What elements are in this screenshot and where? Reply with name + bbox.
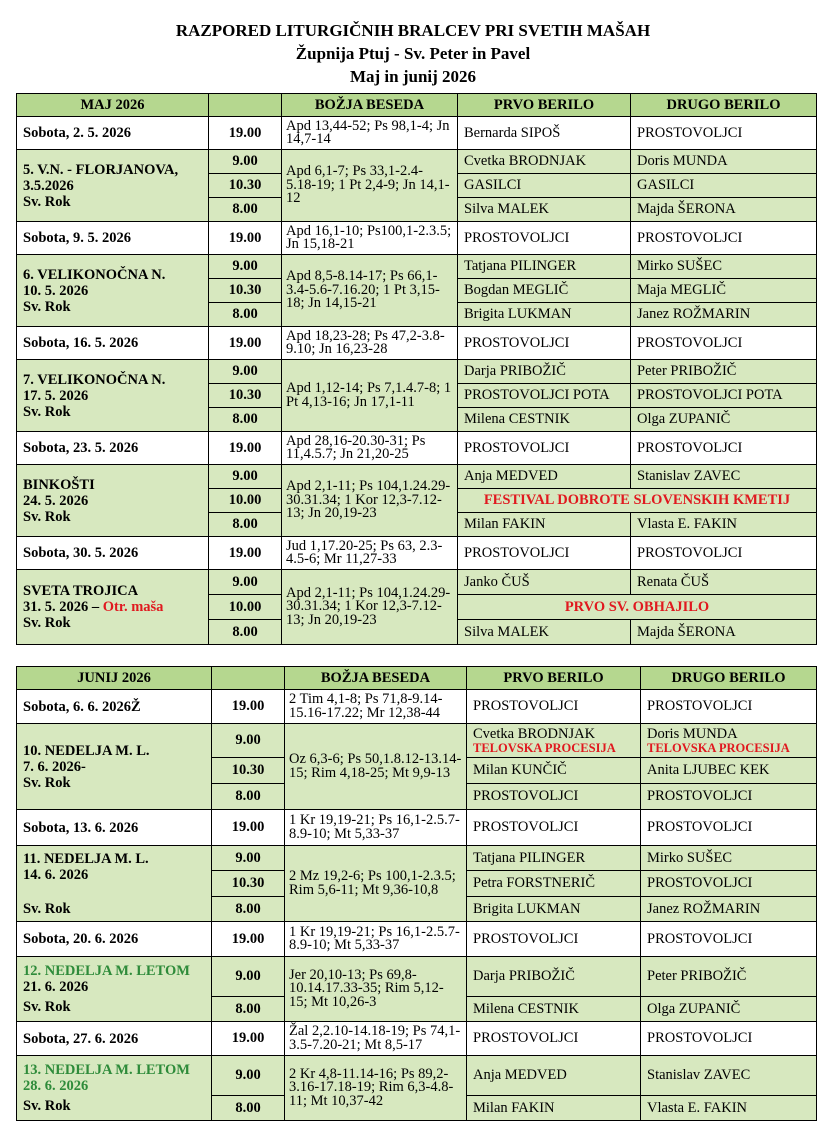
table-row bbox=[17, 1056, 817, 1096]
special-event: FESTIVAL DOBROTE SLOVENSKIH KMETIJ bbox=[458, 489, 817, 513]
mass-time: 8.00 bbox=[212, 997, 285, 1022]
table-row bbox=[17, 846, 817, 871]
scripture-readings: 1 Kr 19,19-21; Ps 16,1-2.5.7-8.9-10; Mt 5,33-37 bbox=[285, 922, 467, 957]
mass-time: 10.30 bbox=[209, 279, 282, 303]
first-reader: Anja MEDVED bbox=[467, 1056, 641, 1096]
second-reader: PROSTOVOLJCI bbox=[641, 810, 817, 846]
mass-day: 6. VELIKONOČNA N. 10. 5. 2026 Sv. Rok bbox=[17, 255, 209, 327]
scripture-readings: Apd 2,1-11; Ps 104,1.24.29-30.31.34; 1 Kor 12,3-7.12-13; Jn 20,19-23 bbox=[282, 570, 458, 645]
first-reader: PROSTOVOLJCI bbox=[458, 222, 631, 255]
first-reader: PROSTOVOLJCI bbox=[458, 432, 631, 465]
second-reader: Stanislav ZAVEC bbox=[641, 1056, 817, 1096]
mass-time: 9.00 bbox=[209, 360, 282, 384]
month-header: MAJ 2026 bbox=[17, 94, 209, 117]
mass-time: 8.00 bbox=[209, 303, 282, 327]
first-reader: PROSTOVOLJCI POTA bbox=[458, 384, 631, 408]
scripture-readings: Apd 6,1-7; Ps 33,1-2.4-5.18-19; 1 Pt 2,4-9; Jn 14,1-12 bbox=[282, 150, 458, 222]
table-row bbox=[17, 117, 817, 150]
second-reader: Renata ČUŠ bbox=[631, 570, 817, 595]
table-row bbox=[17, 810, 817, 846]
june-header-row bbox=[17, 667, 817, 690]
first-reader: Brigita LUKMAN bbox=[458, 303, 631, 327]
mass-time: 9.00 bbox=[212, 1056, 285, 1096]
table-row bbox=[17, 432, 817, 465]
second-reader: Doris MUNDA TELOVSKA PROCESIJA bbox=[641, 724, 817, 758]
table-row bbox=[17, 1022, 817, 1056]
mass-day: 7. VELIKONOČNA N. 17. 5. 2026 Sv. Rok bbox=[17, 360, 209, 432]
table-row bbox=[17, 957, 817, 997]
may-header-row bbox=[17, 94, 817, 117]
mass-day: 13. NEDELJA M. LETOM 28. 6. 2026 Sv. Rok bbox=[17, 1056, 212, 1121]
mass-time: 8.00 bbox=[209, 198, 282, 222]
mass-time: 19.00 bbox=[209, 327, 282, 360]
mass-day: Sobota, 20. 6. 2026 bbox=[17, 922, 212, 957]
first-reader: PROSTOVOLJCI bbox=[467, 784, 641, 810]
mass-time: 9.00 bbox=[209, 255, 282, 279]
scripture-readings: Apd 2,1-11; Ps 104,1.24.29-30.31.34; 1 Kor 12,3-7.12-13; Jn 20,19-23 bbox=[282, 465, 458, 537]
mass-day: 12. NEDELJA M. LETOM 21. 6. 2026 Sv. Rok bbox=[17, 957, 212, 1022]
mass-day: Sobota, 16. 5. 2026 bbox=[17, 327, 209, 360]
mass-time: 10.30 bbox=[212, 758, 285, 784]
mass-time: 8.00 bbox=[209, 408, 282, 432]
first-reader: Bogdan MEGLIČ bbox=[458, 279, 631, 303]
second-reader: Peter PRIBOŽIČ bbox=[631, 360, 817, 384]
scripture-readings: Jer 20,10-13; Ps 69,8-10.14.17.33-35; Rim 5,12-15; Mt 10,26-3 bbox=[285, 957, 467, 1022]
table-row bbox=[17, 537, 817, 570]
mass-time: 8.00 bbox=[209, 513, 282, 537]
first-reader: Milan FAKIN bbox=[467, 1096, 641, 1121]
mass-day: Sobota, 23. 5. 2026 bbox=[17, 432, 209, 465]
month-header: JUNIJ 2026 bbox=[17, 667, 212, 690]
first-reader: Silva MALEK bbox=[458, 198, 631, 222]
mass-day: Sobota, 13. 6. 2026 bbox=[17, 810, 212, 846]
second-reader: Stanislav ZAVEC bbox=[631, 465, 817, 489]
first-reader: Cvetka BRODNJAK bbox=[458, 150, 631, 174]
second-reader: Majda ŠERONA bbox=[631, 620, 817, 645]
mass-time: 9.00 bbox=[212, 846, 285, 871]
first-reader: Bernarda SIPOŠ bbox=[458, 117, 631, 150]
first-reader: PROSTOVOLJCI bbox=[458, 537, 631, 570]
mass-day: 10. NEDELJA M. L. 7. 6. 2026- Sv. Rok bbox=[17, 724, 212, 810]
mass-time: 10.00 bbox=[209, 489, 282, 513]
mass-time: 8.00 bbox=[209, 620, 282, 645]
first-reader: Tatjana PILINGER bbox=[458, 255, 631, 279]
first-reader: Milan FAKIN bbox=[458, 513, 631, 537]
second-reader: Janez ROŽMARIN bbox=[631, 303, 817, 327]
first-reader: Janko ČUŠ bbox=[458, 570, 631, 595]
readings-header: BOŽJA BESEDA bbox=[285, 667, 467, 690]
mass-day: Sobota, 2. 5. 2026 bbox=[17, 117, 209, 150]
special-event: PRVO SV. OBHAJILO bbox=[458, 595, 817, 620]
first-reader: PROSTOVOLJCI bbox=[467, 810, 641, 846]
mass-time: 19.00 bbox=[212, 922, 285, 957]
table-row bbox=[17, 327, 817, 360]
scripture-readings: Apd 13,44-52; Ps 98,1-4; Jn 14,7-14 bbox=[282, 117, 458, 150]
procession-note: TELOVSKA PROCESIJA bbox=[473, 741, 616, 755]
first-reader: Brigita LUKMAN bbox=[467, 897, 641, 922]
table-row bbox=[17, 690, 817, 724]
table-row bbox=[17, 724, 817, 758]
mass-time: 9.00 bbox=[212, 957, 285, 997]
second-reader: PROSTOVOLJCI bbox=[641, 784, 817, 810]
scripture-readings: Apd 16,1-10; Ps100,1-2.3.5; Jn 15,18-21 bbox=[282, 222, 458, 255]
second-reader: PROSTOVOLJCI bbox=[631, 117, 817, 150]
mass-time: 9.00 bbox=[212, 724, 285, 758]
second-reading-header: DRUGO BERILO bbox=[631, 94, 817, 117]
first-reader: Cvetka BRODNJAK TELOVSKA PROCESIJA bbox=[467, 724, 641, 758]
second-reader: Majda ŠERONA bbox=[631, 198, 817, 222]
second-reader: PROSTOVOLJCI bbox=[641, 690, 817, 724]
second-reader: PROSTOVOLJCI bbox=[641, 871, 817, 897]
mass-time: 10.30 bbox=[209, 384, 282, 408]
first-reader: Darja PRIBOŽIČ bbox=[467, 957, 641, 997]
first-reader: Darja PRIBOŽIČ bbox=[458, 360, 631, 384]
time-header bbox=[212, 667, 285, 690]
table-row bbox=[17, 222, 817, 255]
mass-day: 11. NEDELJA M. L. 14. 6. 2026 Sv. Rok bbox=[17, 846, 212, 922]
scripture-readings: Apd 1,12-14; Ps 7,1.4.7-8; 1 Pt 4,13-16; Jn 17,1-11 bbox=[282, 360, 458, 432]
mass-time: 10.30 bbox=[212, 871, 285, 897]
mass-time: 10.00 bbox=[209, 595, 282, 620]
second-reader: PROSTOVOLJCI bbox=[631, 432, 817, 465]
first-reader: PROSTOVOLJCI bbox=[467, 690, 641, 724]
scripture-readings: Apd 18,23-28; Ps 47,2-3.8-9.10; Jn 16,23-28 bbox=[282, 327, 458, 360]
second-reader: Mirko SUŠEC bbox=[641, 846, 817, 871]
table-row bbox=[17, 150, 817, 174]
mass-time: 19.00 bbox=[212, 690, 285, 724]
second-reader: Anita LJUBEC KEK bbox=[641, 758, 817, 784]
mass-day: Sobota, 27. 6. 2026 bbox=[17, 1022, 212, 1056]
scripture-readings: Jud 1,17.20-25; Ps 63, 2.3-4.5-6; Mr 11,27-33 bbox=[282, 537, 458, 570]
document-title: RAZPORED LITURGIČNIH BRALCEV PRI SVETIH MAŠAH bbox=[175, 21, 651, 40]
second-reader: Maja MEGLIČ bbox=[631, 279, 817, 303]
second-reader: PROSTOVOLJCI bbox=[641, 1022, 817, 1056]
first-reading-header: PRVO BERILO bbox=[458, 94, 631, 117]
mass-time: 19.00 bbox=[209, 117, 282, 150]
second-reader: Olga ZUPANIČ bbox=[641, 997, 817, 1022]
first-reader: Anja MEDVED bbox=[458, 465, 631, 489]
mass-time: 19.00 bbox=[212, 810, 285, 846]
first-reader: Tatjana PILINGER bbox=[467, 846, 641, 871]
mass-day: Sobota, 9. 5. 2026 bbox=[17, 222, 209, 255]
second-reading-header: DRUGO BERILO bbox=[641, 667, 817, 690]
second-reader: PROSTOVOLJCI bbox=[631, 537, 817, 570]
mass-time: 19.00 bbox=[209, 222, 282, 255]
first-reader: Milena CESTNIK bbox=[467, 997, 641, 1022]
scripture-readings: 2 Kr 4,8-11.14-16; Ps 89,2-3.16-17.18-19; Rim 6,3-4.8-11; Mt 10,37-42 bbox=[285, 1056, 467, 1121]
mass-time: 8.00 bbox=[212, 1096, 285, 1121]
mass-time: 9.00 bbox=[209, 465, 282, 489]
second-reader: Mirko SUŠEC bbox=[631, 255, 817, 279]
first-reader: Milan KUNČIČ bbox=[467, 758, 641, 784]
mass-time: 8.00 bbox=[212, 784, 285, 810]
second-reader: Olga ZUPANIČ bbox=[631, 408, 817, 432]
second-reader: Vlasta E. FAKIN bbox=[641, 1096, 817, 1121]
mass-time: 19.00 bbox=[212, 1022, 285, 1056]
first-reader: PROSTOVOLJCI bbox=[467, 1022, 641, 1056]
first-reader: GASILCI bbox=[458, 174, 631, 198]
scripture-readings: 2 Tim 4,1-8; Ps 71,8-9.14-15.16-17.22; Mr 12,38-44 bbox=[285, 690, 467, 724]
mass-day: SVETA TROJICA 31. 5. 2026 – Otr. maša Sv. Rok bbox=[17, 570, 209, 645]
children-mass-note: Otr. maša bbox=[102, 599, 164, 615]
schedule-period: Maj in junij 2026 bbox=[349, 67, 477, 86]
mass-time: 19.00 bbox=[209, 537, 282, 570]
second-reader: PROSTOVOLJCI POTA bbox=[631, 384, 817, 408]
table-row bbox=[17, 465, 817, 489]
first-reader: Petra FORSTNERIČ bbox=[467, 871, 641, 897]
second-reader: PROSTOVOLJCI bbox=[641, 922, 817, 957]
table-row bbox=[17, 360, 817, 384]
second-reader: PROSTOVOLJCI bbox=[631, 222, 817, 255]
mass-day: Sobota, 6. 6. 2026Ž bbox=[17, 690, 212, 724]
table-row bbox=[17, 255, 817, 279]
mass-time: 9.00 bbox=[209, 570, 282, 595]
second-reader: GASILCI bbox=[631, 174, 817, 198]
second-reader: Doris MUNDA bbox=[631, 150, 817, 174]
table-row bbox=[17, 570, 817, 595]
second-reader: Peter PRIBOŽIČ bbox=[641, 957, 817, 997]
may-schedule-table bbox=[16, 93, 817, 645]
scripture-readings: Apd 8,5-8.14-17; Ps 66,1-3.4-5.6-7.16.20; 1 Pt 3,15-18; Jn 14,15-21 bbox=[282, 255, 458, 327]
scripture-readings: Oz 6,3-6; Ps 50,1.8.12-13.14-15; Rim 4,18-25; Mt 9,9-13 bbox=[285, 724, 467, 810]
mass-day: BINKOŠTI 24. 5. 2026 Sv. Rok bbox=[17, 465, 209, 537]
parish-name: Župnija Ptuj - Sv. Peter in Pavel bbox=[295, 44, 531, 63]
table-row bbox=[17, 922, 817, 957]
scripture-readings: Apd 28,16-20.30-31; Ps 11,4.5.7; Jn 21,20-25 bbox=[282, 432, 458, 465]
first-reader: Milena CESTNIK bbox=[458, 408, 631, 432]
scripture-readings: 1 Kr 19,19-21; Ps 16,1-2.5.7-8.9-10; Mt 5,33-37 bbox=[285, 810, 467, 846]
first-reader: PROSTOVOLJCI bbox=[467, 922, 641, 957]
second-reader: PROSTOVOLJCI bbox=[631, 327, 817, 360]
mass-time: 9.00 bbox=[209, 150, 282, 174]
mass-day: 5. V.N. - FLORJANOVA, 3.5.2026 Sv. Rok bbox=[17, 150, 209, 222]
second-reader: Janez ROŽMARIN bbox=[641, 897, 817, 922]
june-schedule-table bbox=[16, 666, 817, 1121]
second-reader: Vlasta E. FAKIN bbox=[631, 513, 817, 537]
mass-time: 19.00 bbox=[209, 432, 282, 465]
procession-note: TELOVSKA PROCESIJA bbox=[647, 741, 790, 755]
first-reading-header: PRVO BERILO bbox=[467, 667, 641, 690]
mass-time: 8.00 bbox=[212, 897, 285, 922]
mass-time: 10.30 bbox=[209, 174, 282, 198]
scripture-readings: Žal 2,2.10-14.18-19; Ps 74,1-3.5-7.20-21; Mt 8,5-17 bbox=[285, 1022, 467, 1056]
first-reader: PROSTOVOLJCI bbox=[458, 327, 631, 360]
time-header bbox=[209, 94, 282, 117]
scripture-readings: 2 Mz 19,2-6; Ps 100,1-2.3.5; Rim 5,6-11; Mt 9,36-10,8 bbox=[285, 846, 467, 922]
first-reader: Silva MALEK bbox=[458, 620, 631, 645]
mass-day: Sobota, 30. 5. 2026 bbox=[17, 537, 209, 570]
readings-header: BOŽJA BESEDA bbox=[282, 94, 458, 117]
